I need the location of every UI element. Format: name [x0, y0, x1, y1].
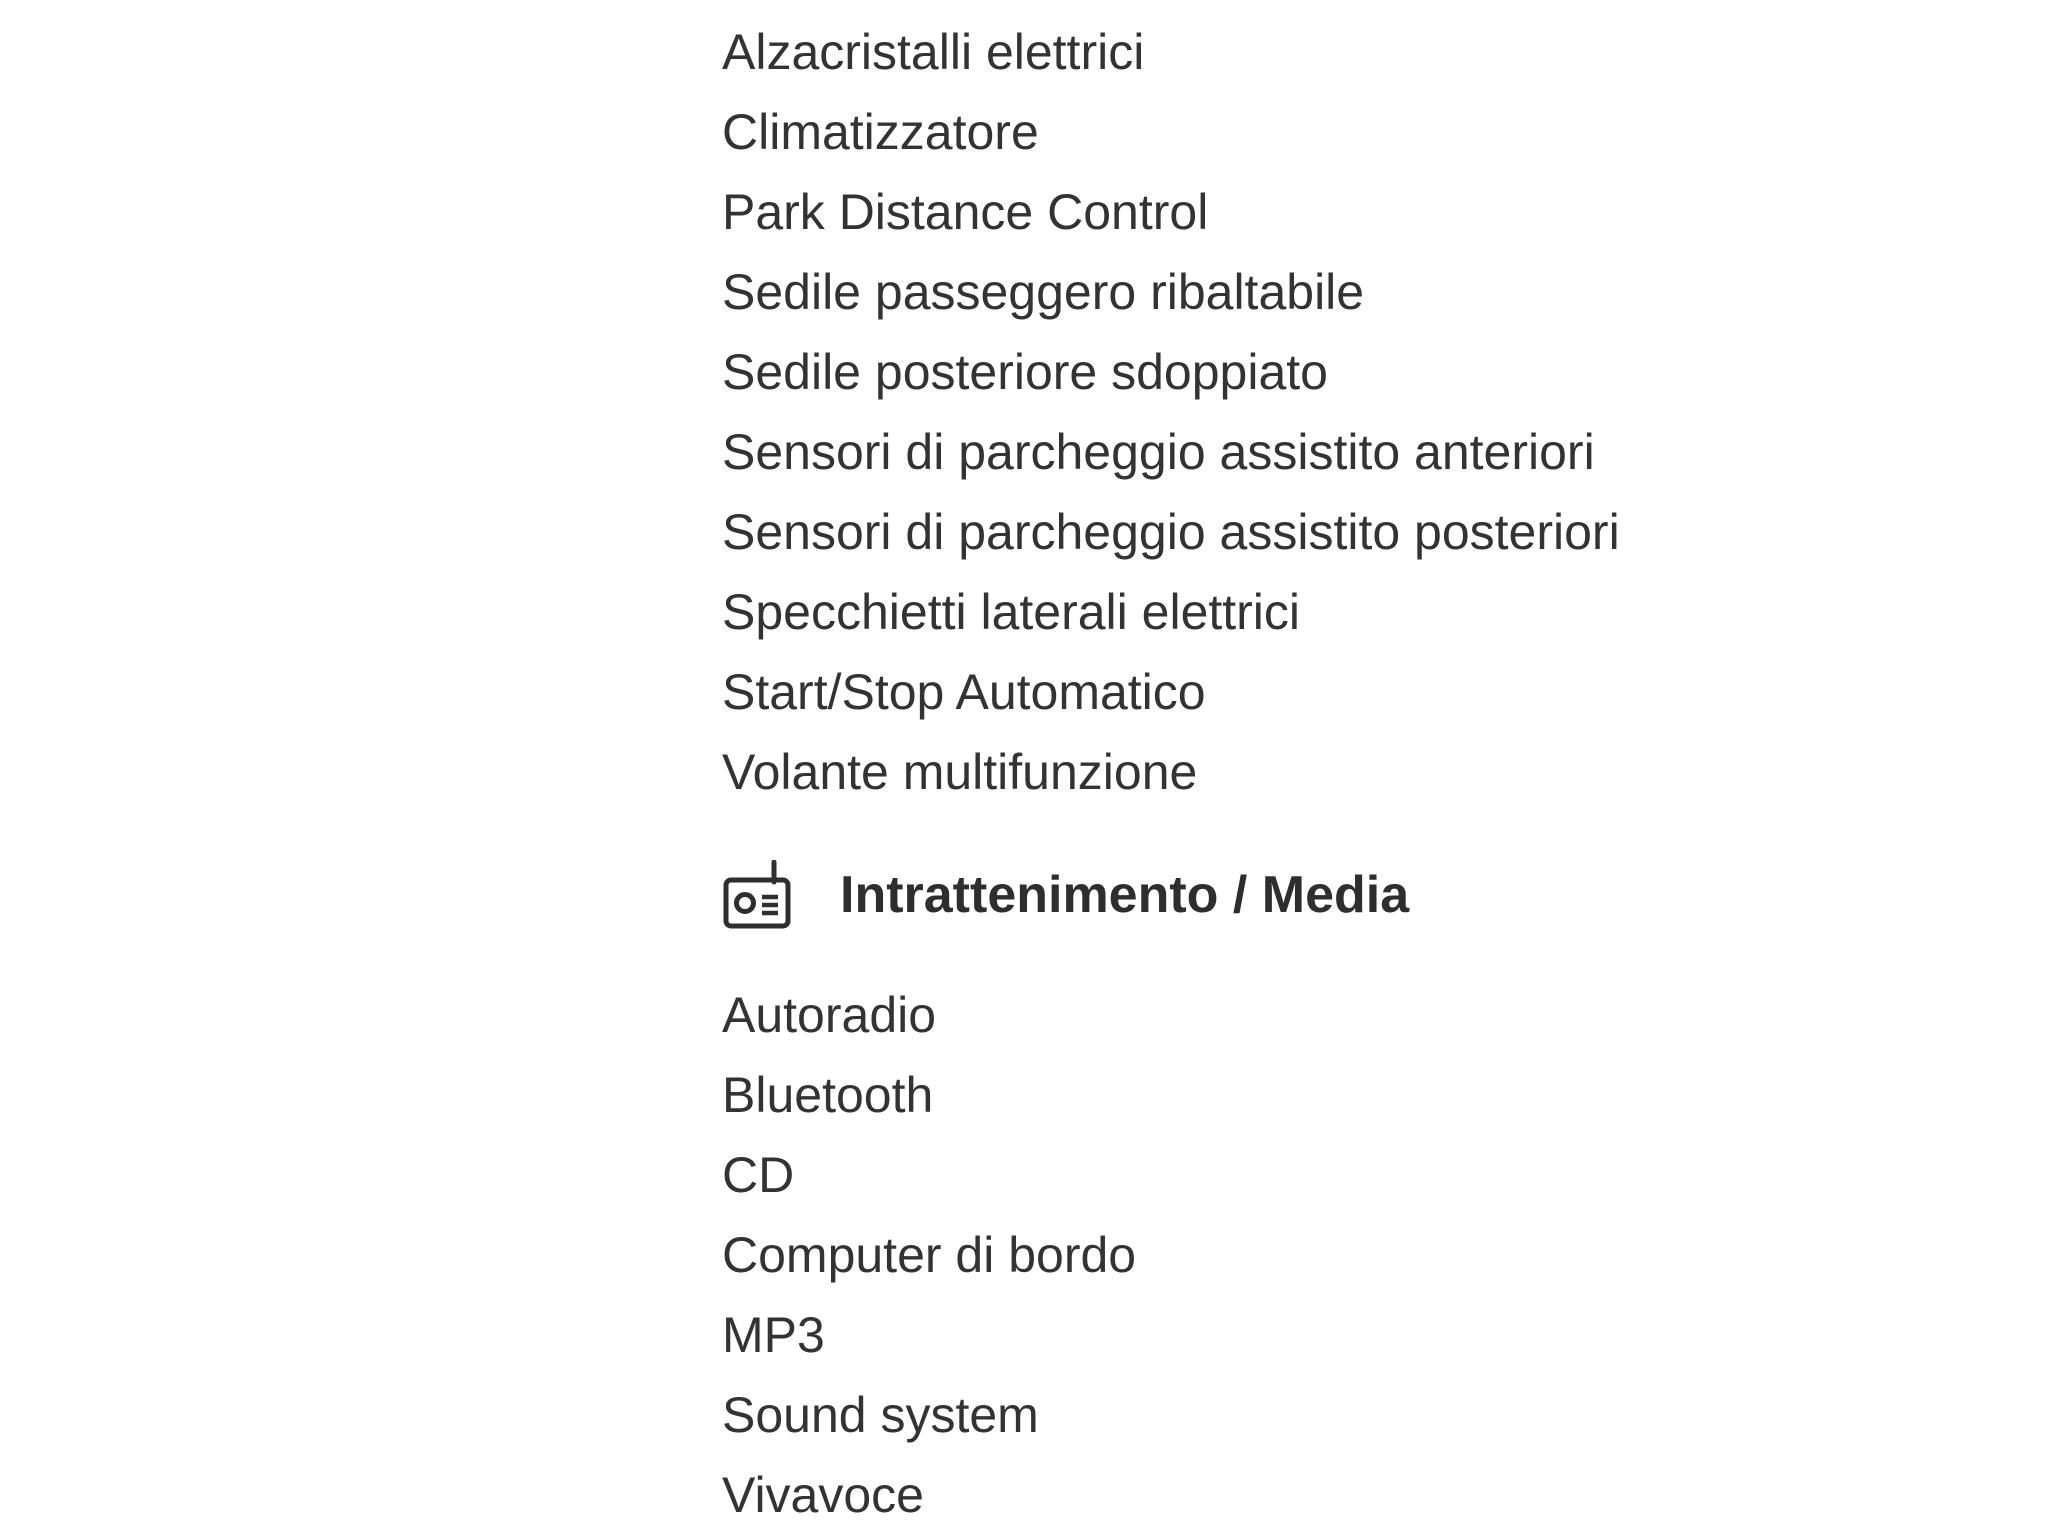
list-item: Specchietti laterali elettrici: [722, 584, 1301, 640]
list-item: Vivavoce: [722, 1467, 924, 1523]
list-item: Computer di bordo: [722, 1227, 1137, 1283]
list-item: Sensori di parcheggio assistito anteriori: [722, 424, 1595, 480]
list-item: Sensori di parcheggio assistito posteriori: [722, 504, 1620, 560]
list-item: Sound system: [722, 1387, 1039, 1443]
list-item: Park Distance Control: [722, 184, 1209, 240]
list-item: Alzacristalli elettrici: [722, 24, 1145, 80]
list-item: Volante multifunzione: [722, 744, 1198, 800]
list-item: Start/Stop Automatico: [722, 664, 1206, 720]
list-item: Sedile posteriore sdoppiato: [722, 344, 1328, 400]
list-item: Bluetooth: [722, 1067, 934, 1123]
section-title: Intrattenimento / Media: [840, 866, 1410, 924]
equipment-content: [722, 0, 1922, 1535]
list-item: Autoradio: [722, 987, 937, 1043]
list-item: Climatizzatore: [722, 104, 1039, 160]
media-feature-list: [722, 975, 1922, 1535]
radio-icon: [722, 860, 792, 930]
media-section-header: [722, 855, 1922, 935]
list-item: Sedile passeggero ribaltabile: [722, 264, 1365, 320]
list-item: CD: [722, 1147, 795, 1203]
list-item: MP3: [722, 1307, 825, 1363]
comfort-feature-list: [722, 12, 1922, 812]
